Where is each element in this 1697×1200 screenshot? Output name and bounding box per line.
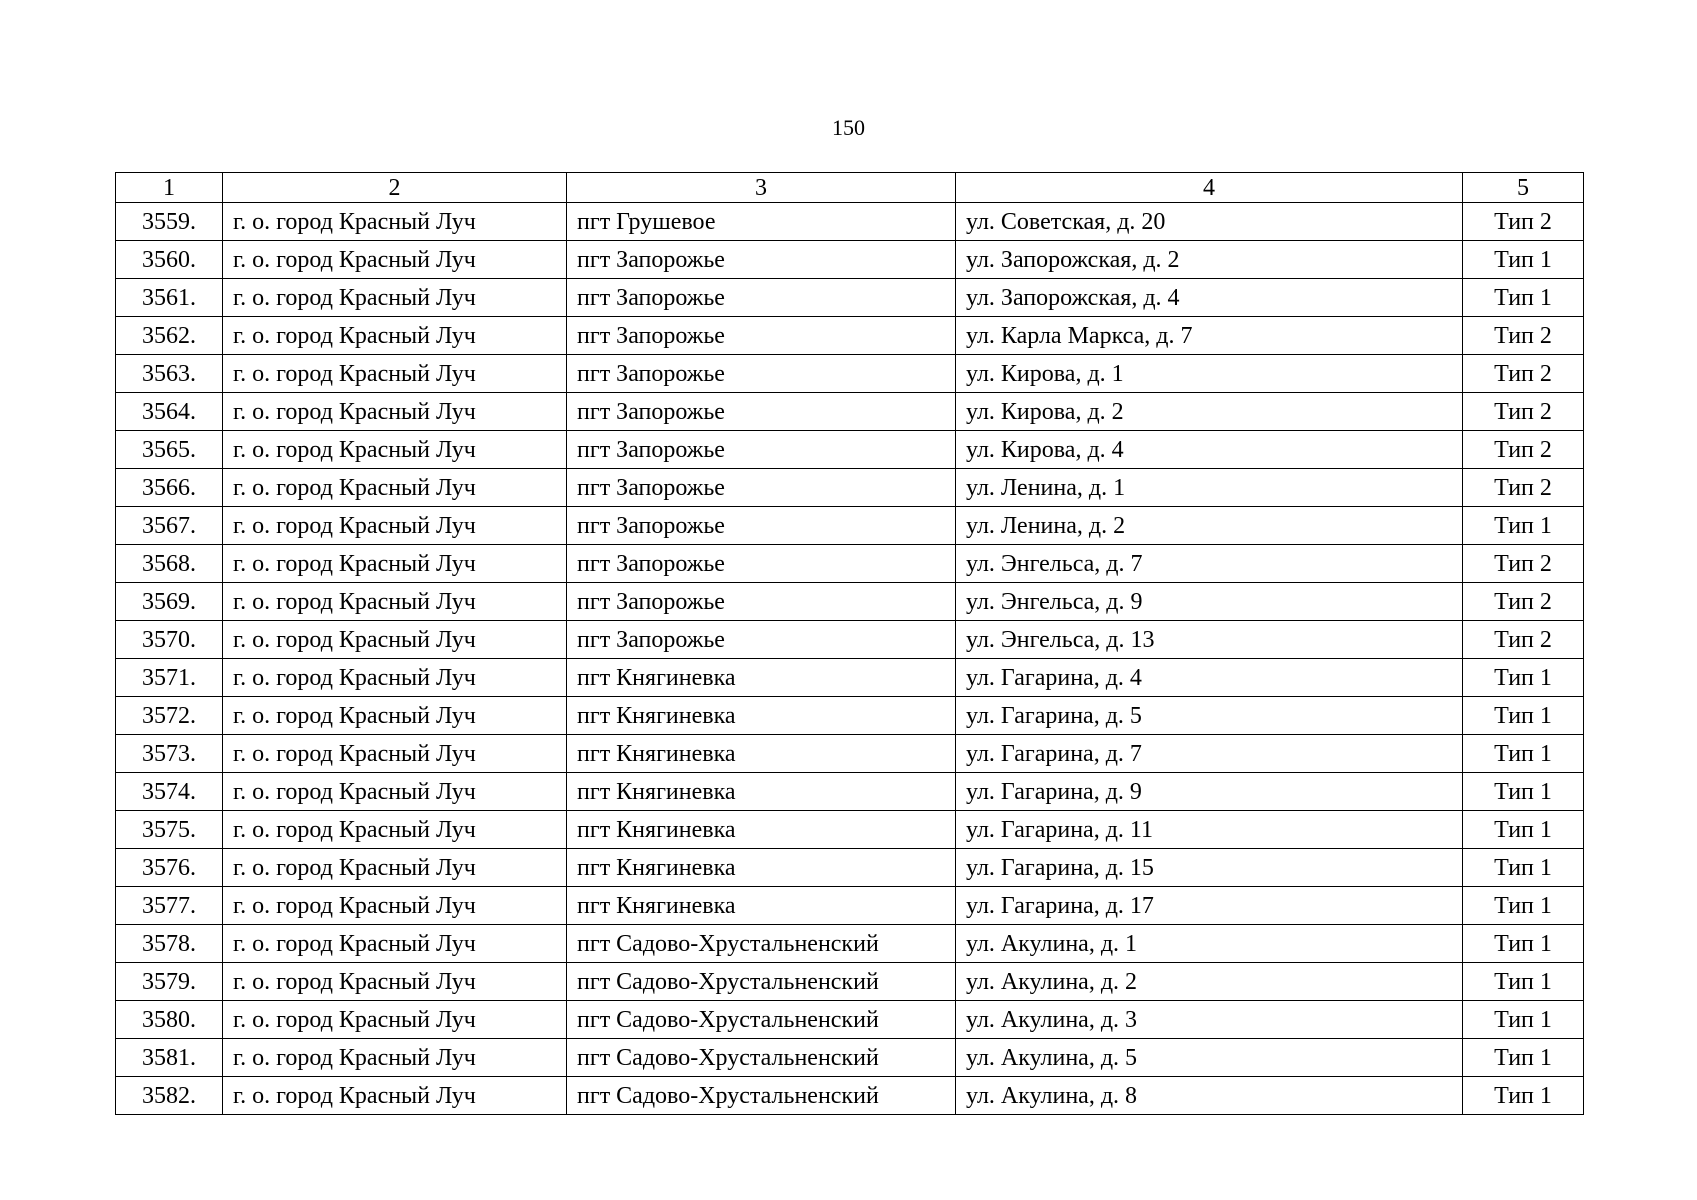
district-cell: г. о. город Красный Луч — [223, 317, 567, 355]
settlement-cell: пгт Садово-Хрустальненский — [567, 1077, 956, 1115]
address-cell: ул. Запорожская, д. 2 — [956, 241, 1463, 279]
table-row — [116, 279, 1584, 317]
type-cell: Тип 1 — [1463, 849, 1584, 887]
table-row — [116, 963, 1584, 1001]
row-number-cell: 3566. — [116, 469, 223, 507]
settlement-cell: пгт Княгиневка — [567, 697, 956, 735]
address-cell: ул. Акулина, д. 8 — [956, 1077, 1463, 1115]
row-number-cell: 3567. — [116, 507, 223, 545]
district-cell: г. о. город Красный Луч — [223, 355, 567, 393]
row-number-cell: 3569. — [116, 583, 223, 621]
address-cell: ул. Акулина, д. 3 — [956, 1001, 1463, 1039]
type-cell: Тип 1 — [1463, 697, 1584, 735]
column-header-2: 2 — [223, 173, 567, 203]
settlement-cell: пгт Запорожье — [567, 279, 956, 317]
row-number-cell: 3563. — [116, 355, 223, 393]
type-cell: Тип 1 — [1463, 1077, 1584, 1115]
row-number-cell: 3580. — [116, 1001, 223, 1039]
row-number-cell: 3568. — [116, 545, 223, 583]
row-number-cell: 3581. — [116, 1039, 223, 1077]
row-number-cell: 3573. — [116, 735, 223, 773]
table-row — [116, 621, 1584, 659]
settlement-cell: пгт Запорожье — [567, 621, 956, 659]
settlement-cell: пгт Княгиневка — [567, 811, 956, 849]
settlement-cell: пгт Запорожье — [567, 431, 956, 469]
address-cell: ул. Акулина, д. 2 — [956, 963, 1463, 1001]
settlement-cell: пгт Садово-Хрустальненский — [567, 1001, 956, 1039]
column-header-3: 3 — [567, 173, 956, 203]
row-number-cell: 3579. — [116, 963, 223, 1001]
address-table — [115, 172, 1584, 1115]
table-row — [116, 811, 1584, 849]
address-cell: ул. Энгельса, д. 7 — [956, 545, 1463, 583]
address-cell: ул. Карла Маркса, д. 7 — [956, 317, 1463, 355]
district-cell: г. о. город Красный Луч — [223, 1039, 567, 1077]
table-row — [116, 393, 1584, 431]
settlement-cell: пгт Запорожье — [567, 317, 956, 355]
district-cell: г. о. город Красный Луч — [223, 925, 567, 963]
settlement-cell: пгт Княгиневка — [567, 735, 956, 773]
type-cell: Тип 1 — [1463, 925, 1584, 963]
settlement-cell: пгт Садово-Хрустальненский — [567, 1039, 956, 1077]
address-cell: ул. Ленина, д. 2 — [956, 507, 1463, 545]
settlement-cell: пгт Запорожье — [567, 583, 956, 621]
row-number-cell: 3565. — [116, 431, 223, 469]
district-cell: г. о. город Красный Луч — [223, 279, 567, 317]
district-cell: г. о. город Красный Луч — [223, 241, 567, 279]
table-row — [116, 583, 1584, 621]
type-cell: Тип 2 — [1463, 545, 1584, 583]
type-cell: Тип 1 — [1463, 507, 1584, 545]
row-number-cell: 3576. — [116, 849, 223, 887]
address-cell: ул. Гагарина, д. 7 — [956, 735, 1463, 773]
district-cell: г. о. город Красный Луч — [223, 735, 567, 773]
type-cell: Тип 1 — [1463, 1001, 1584, 1039]
type-cell: Тип 2 — [1463, 355, 1584, 393]
header-row — [116, 173, 1584, 203]
row-number-cell: 3570. — [116, 621, 223, 659]
settlement-cell: пгт Княгиневка — [567, 773, 956, 811]
address-cell: ул. Гагарина, д. 15 — [956, 849, 1463, 887]
type-cell: Тип 2 — [1463, 469, 1584, 507]
district-cell: г. о. город Красный Луч — [223, 1077, 567, 1115]
type-cell: Тип 2 — [1463, 393, 1584, 431]
address-cell: ул. Гагарина, д. 5 — [956, 697, 1463, 735]
table-row — [116, 203, 1584, 241]
row-number-cell: 3578. — [116, 925, 223, 963]
settlement-cell: пгт Грушевое — [567, 203, 956, 241]
table-row — [116, 431, 1584, 469]
row-number-cell: 3577. — [116, 887, 223, 925]
district-cell: г. о. город Красный Луч — [223, 659, 567, 697]
address-cell: ул. Гагарина, д. 4 — [956, 659, 1463, 697]
district-cell: г. о. город Красный Луч — [223, 1001, 567, 1039]
type-cell: Тип 1 — [1463, 241, 1584, 279]
type-cell: Тип 2 — [1463, 203, 1584, 241]
settlement-cell: пгт Запорожье — [567, 469, 956, 507]
table-row — [116, 773, 1584, 811]
district-cell: г. о. город Красный Луч — [223, 811, 567, 849]
address-cell: ул. Кирова, д. 1 — [956, 355, 1463, 393]
settlement-cell: пгт Княгиневка — [567, 849, 956, 887]
table-row — [116, 925, 1584, 963]
type-cell: Тип 1 — [1463, 659, 1584, 697]
address-cell: ул. Акулина, д. 5 — [956, 1039, 1463, 1077]
row-number-cell: 3564. — [116, 393, 223, 431]
address-cell: ул. Запорожская, д. 4 — [956, 279, 1463, 317]
district-cell: г. о. город Красный Луч — [223, 203, 567, 241]
district-cell: г. о. город Красный Луч — [223, 507, 567, 545]
district-cell: г. о. город Красный Луч — [223, 887, 567, 925]
type-cell: Тип 2 — [1463, 621, 1584, 659]
row-number-cell: 3574. — [116, 773, 223, 811]
type-cell: Тип 1 — [1463, 773, 1584, 811]
table-row — [116, 507, 1584, 545]
settlement-cell: пгт Садово-Хрустальненский — [567, 963, 956, 1001]
address-cell: ул. Акулина, д. 1 — [956, 925, 1463, 963]
district-cell: г. о. город Красный Луч — [223, 469, 567, 507]
row-number-cell: 3571. — [116, 659, 223, 697]
row-number-cell: 3562. — [116, 317, 223, 355]
settlement-cell: пгт Садово-Хрустальненский — [567, 925, 956, 963]
table-row — [116, 469, 1584, 507]
row-number-cell: 3561. — [116, 279, 223, 317]
settlement-cell: пгт Запорожье — [567, 355, 956, 393]
district-cell: г. о. город Красный Луч — [223, 583, 567, 621]
district-cell: г. о. город Красный Луч — [223, 431, 567, 469]
address-cell: ул. Кирова, д. 4 — [956, 431, 1463, 469]
table-row — [116, 887, 1584, 925]
district-cell: г. о. город Красный Луч — [223, 621, 567, 659]
row-number-cell: 3560. — [116, 241, 223, 279]
settlement-cell: пгт Княгиневка — [567, 659, 956, 697]
table-row — [116, 1039, 1584, 1077]
table-row — [116, 317, 1584, 355]
type-cell: Тип 2 — [1463, 317, 1584, 355]
row-number-cell: 3572. — [116, 697, 223, 735]
type-cell: Тип 1 — [1463, 887, 1584, 925]
type-cell: Тип 1 — [1463, 811, 1584, 849]
settlement-cell: пгт Запорожье — [567, 241, 956, 279]
district-cell: г. о. город Красный Луч — [223, 963, 567, 1001]
settlement-cell: пгт Запорожье — [567, 393, 956, 431]
column-header-1: 1 — [116, 173, 223, 203]
table-row — [116, 849, 1584, 887]
district-cell: г. о. город Красный Луч — [223, 773, 567, 811]
settlement-cell: пгт Запорожье — [567, 507, 956, 545]
table-row — [116, 545, 1584, 583]
row-number-cell: 3582. — [116, 1077, 223, 1115]
table-row — [116, 1077, 1584, 1115]
address-cell: ул. Гагарина, д. 11 — [956, 811, 1463, 849]
table-row — [116, 659, 1584, 697]
address-cell: ул. Кирова, д. 2 — [956, 393, 1463, 431]
table-row — [116, 241, 1584, 279]
type-cell: Тип 1 — [1463, 963, 1584, 1001]
district-cell: г. о. город Красный Луч — [223, 545, 567, 583]
table-row — [116, 697, 1584, 735]
address-cell: ул. Ленина, д. 1 — [956, 469, 1463, 507]
table-row — [116, 735, 1584, 773]
type-cell: Тип 1 — [1463, 735, 1584, 773]
table-header — [116, 173, 1584, 203]
district-cell: г. о. город Красный Луч — [223, 849, 567, 887]
page-number: 150 — [832, 115, 865, 140]
address-cell: ул. Гагарина, д. 17 — [956, 887, 1463, 925]
address-cell: ул. Энгельса, д. 9 — [956, 583, 1463, 621]
district-cell: г. о. город Красный Луч — [223, 393, 567, 431]
address-cell: ул. Советская, д. 20 — [956, 203, 1463, 241]
type-cell: Тип 2 — [1463, 431, 1584, 469]
type-cell: Тип 1 — [1463, 1039, 1584, 1077]
table-row — [116, 1001, 1584, 1039]
row-number-cell: 3575. — [116, 811, 223, 849]
address-cell: ул. Гагарина, д. 9 — [956, 773, 1463, 811]
settlement-cell: пгт Запорожье — [567, 545, 956, 583]
address-cell: ул. Энгельса, д. 13 — [956, 621, 1463, 659]
type-cell: Тип 2 — [1463, 583, 1584, 621]
row-number-cell: 3559. — [116, 203, 223, 241]
settlement-cell: пгт Княгиневка — [567, 887, 956, 925]
column-header-4: 4 — [956, 173, 1463, 203]
column-header-5: 5 — [1463, 173, 1584, 203]
table-body — [116, 203, 1584, 1115]
type-cell: Тип 1 — [1463, 279, 1584, 317]
table-row — [116, 355, 1584, 393]
district-cell: г. о. город Красный Луч — [223, 697, 567, 735]
